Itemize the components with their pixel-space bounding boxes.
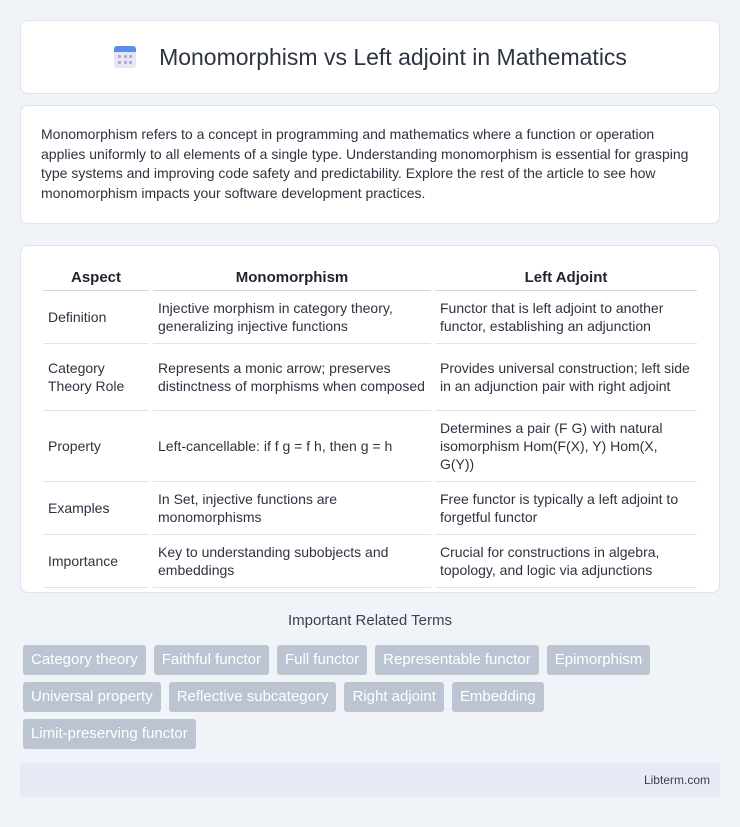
page-title: Monomorphism vs Left adjoint in Mathematics (159, 43, 627, 70)
related-terms-title: Important Related Terms (288, 612, 452, 629)
tag-limit-preserving-functor[interactable]: Limit-preserving functor (23, 719, 196, 749)
header-monomorphism: Monomorphism (153, 266, 431, 291)
tag-epimorphism[interactable]: Epimorphism (547, 645, 651, 675)
cell-monomorphism: In Set, injective functions are monomorphisms (153, 482, 431, 535)
table-row (43, 535, 697, 588)
intro-paragraph: Monomorphism refers to a concept in programming and mathematics where a function or operation applies uniformly to all elements of a single type. Understanding monomorphism is essential for grasping type systems and improving code safety and predictability. Explore the rest of the article to see how monomorphism impacts your software development practices. (20, 105, 720, 224)
cell-left-adjoint: Crucial for constructions in algebra, topology, and logic via adjunctions (435, 535, 697, 588)
comparison-table (39, 266, 701, 588)
footer-site-link[interactable]: Libterm.com (643, 773, 710, 787)
cell-left-adjoint: Determines a pair (F G) with natural isomorphism Hom(F(X), Y) Hom(X, G(Y)) (435, 411, 697, 482)
table-row (43, 482, 697, 535)
cell-aspect: Examples (43, 482, 149, 535)
cell-monomorphism: Left-cancellable: if f g = f h, then g = h (153, 411, 431, 482)
tag-right-adjoint[interactable]: Right adjoint (344, 682, 443, 712)
cell-left-adjoint: Provides universal construction; left side in an adjunction pair with right adjoint (435, 344, 697, 411)
footer (20, 763, 720, 797)
tag-reflective-subcategory[interactable]: Reflective subcategory (169, 682, 337, 712)
cell-monomorphism: Represents a monic arrow; preserves distinctness of morphisms when composed (153, 344, 431, 411)
table-row (43, 344, 697, 411)
cell-aspect: Importance (43, 535, 149, 588)
related-terms-list (23, 645, 723, 749)
calendar-grid-icon (113, 45, 137, 69)
cell-aspect: Category Theory Role (43, 344, 149, 411)
tag-full-functor[interactable]: Full functor (277, 645, 367, 675)
tag-representable-functor[interactable]: Representable functor (375, 645, 539, 675)
table-row (43, 411, 697, 482)
tag-universal-property[interactable]: Universal property (23, 682, 161, 712)
tag-category-theory[interactable]: Category theory (23, 645, 146, 675)
cell-left-adjoint: Functor that is left adjoint to another functor, establishing an adjunction (435, 291, 697, 344)
tag-faithful-functor[interactable]: Faithful functor (154, 645, 269, 675)
comparison-table-card (20, 245, 720, 593)
header-left-adjoint: Left Adjoint (435, 266, 697, 291)
tag-embedding[interactable]: Embedding (452, 682, 544, 712)
cell-left-adjoint: Free functor is typically a left adjoint to forgetful functor (435, 482, 697, 535)
cell-aspect: Definition (43, 291, 149, 344)
header-aspect: Aspect (43, 266, 149, 291)
cell-monomorphism: Injective morphism in category theory, generalizing injective functions (153, 291, 431, 344)
page-header (20, 20, 720, 94)
cell-aspect: Property (43, 411, 149, 482)
cell-monomorphism: Key to understanding subobjects and embeddings (153, 535, 431, 588)
table-row (43, 291, 697, 344)
